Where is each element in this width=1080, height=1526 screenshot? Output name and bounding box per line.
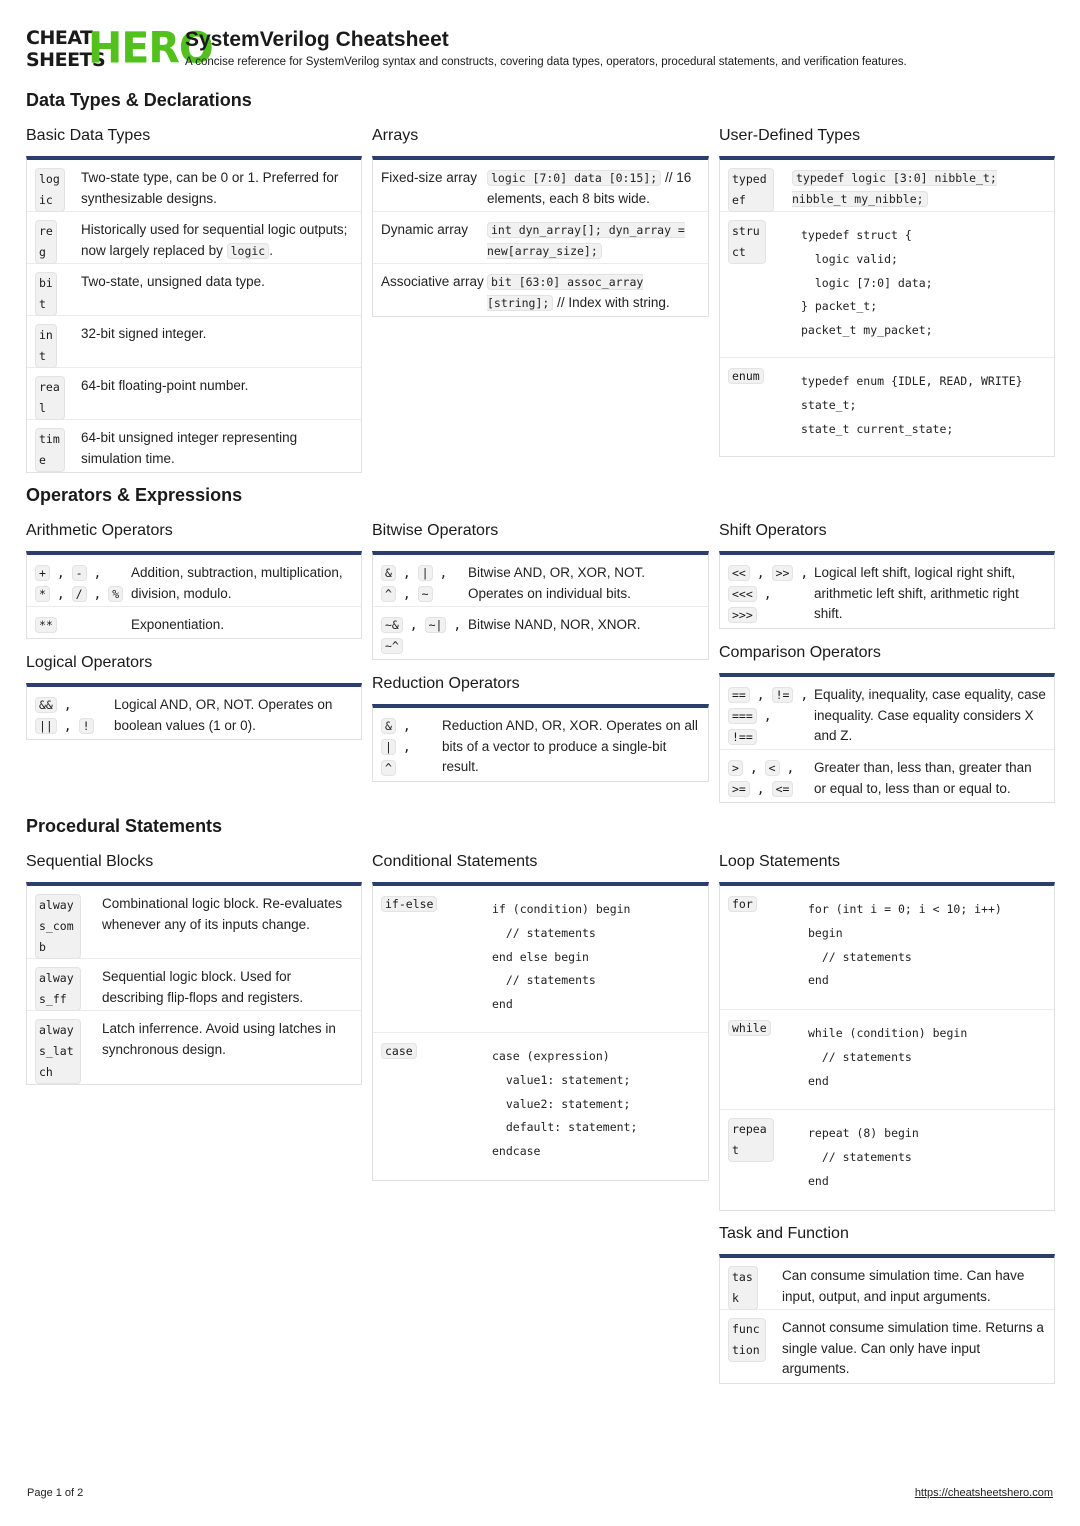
row-desc xyxy=(792,168,1046,204)
row-desc: Cannot consume simulation time. Returns a single value. Can only have input arguments. xyxy=(782,1320,1044,1376)
block-title: Conditional Statements xyxy=(372,853,538,870)
user-defined-types-card xyxy=(719,156,1055,457)
sequential-blocks-card xyxy=(26,882,362,1085)
row-key: typedef xyxy=(728,168,792,204)
bitwise-operators-card xyxy=(372,551,709,660)
table-row xyxy=(720,750,1054,802)
row-desc: Combinational logic block. Re-evaluates whenever any of its inputs change. xyxy=(102,896,343,932)
row-key: reg xyxy=(35,220,81,256)
row-desc: Logical left shift, logical right shift, arithmetic left shift, arithmetic right shift. xyxy=(814,565,1019,621)
table-row xyxy=(720,160,1054,212)
conditional-statements-card xyxy=(372,882,709,1181)
basic-data-types-card xyxy=(26,156,362,473)
logo-hero-text: HERO xyxy=(88,22,213,74)
table-row xyxy=(27,687,361,739)
row-desc: Equality, inequality, case equality, case inequality. Case equality considers X and Z. xyxy=(814,687,1046,743)
table-row xyxy=(373,886,708,1033)
row-key: && , || , ! xyxy=(35,695,114,732)
code-block: case (expression) value1: statement; value2: statement; default: statement; endcase xyxy=(492,1049,638,1159)
shift-operators-card xyxy=(719,551,1055,629)
table-row xyxy=(27,368,361,420)
row-key: logic xyxy=(35,168,81,204)
reduction-operators-block xyxy=(372,673,709,782)
table-row xyxy=(720,1110,1054,1210)
row-desc: 32-bit signed integer. xyxy=(81,326,207,341)
block-title: Logical Operators xyxy=(26,654,153,671)
table-row xyxy=(373,555,708,607)
comparison-operators-card xyxy=(719,673,1055,803)
inline-code: logic xyxy=(227,243,270,259)
row-key: for xyxy=(728,894,808,1002)
row-key: struct xyxy=(728,220,801,350)
loop-statements-card xyxy=(719,882,1055,1211)
block-title: Task and Function xyxy=(719,1225,849,1242)
shift-operators-block xyxy=(719,520,1055,629)
table-row xyxy=(27,886,361,959)
loop-statements-block xyxy=(719,851,1055,1211)
row-desc: Bitwise NAND, NOR, XNOR. xyxy=(468,617,641,632)
row-desc: Can consume simulation time. Can have input, output, and input arguments. xyxy=(782,1268,1025,1304)
row-desc: 64-bit unsigned integer representing simulation time. xyxy=(81,430,298,466)
logical-operators-block xyxy=(26,652,362,740)
row-desc: Exponentiation. xyxy=(131,617,225,632)
row-desc: Bitwise AND, OR, XOR, NOT. Operates on individual bits. xyxy=(468,565,646,601)
table-row xyxy=(373,212,708,264)
row-desc: Two-state type, can be 0 or 1. Preferred for synthesizable designs. xyxy=(81,170,339,206)
row-key: ~& , ~| , ~^ xyxy=(381,615,468,652)
arithmetic-operators-block xyxy=(26,520,362,639)
table-row xyxy=(720,358,1054,456)
row-desc: Historically used for sequential logic outputs; now largely replaced by logic . xyxy=(81,222,348,258)
row-key: Fixed-size array xyxy=(381,170,478,185)
code-block: for (int i = 0; i < 10; i++) begin // statements end xyxy=(808,902,1002,988)
table-row xyxy=(27,1011,361,1084)
row-key: Associative array xyxy=(381,274,484,289)
row-key: bit xyxy=(35,272,81,308)
row-key: int xyxy=(35,324,81,360)
sequential-blocks-block xyxy=(26,851,362,1085)
logical-operators-card xyxy=(26,683,362,740)
basic-data-types-block xyxy=(26,125,362,473)
user-defined-types-block xyxy=(719,125,1055,457)
row-key: always_comb xyxy=(35,894,102,951)
row-key: always_ff xyxy=(35,967,102,1003)
comparison-operators-block xyxy=(719,642,1055,803)
row-key: << , >> , <<< , >>> xyxy=(728,563,814,621)
inline-code: int dyn_array[]; dyn_array = new[array_size]; xyxy=(487,223,685,258)
arithmetic-operators-card xyxy=(26,551,362,639)
row-desc: Greater than, less than, greater than or equal to, less than or equal to. xyxy=(814,760,1032,796)
block-title: Sequential Blocks xyxy=(26,853,154,870)
table-row xyxy=(373,1033,708,1180)
table-row xyxy=(27,212,361,264)
page-subtitle: A concise reference for SystemVerilog syntax and constructs, covering data types, operators, procedural statements, and verification features. xyxy=(185,56,907,68)
bitwise-operators-block xyxy=(372,520,709,660)
code-block: typedef struct { logic valid; logic [7:0] data; } packet_t; packet_t my_packet; xyxy=(801,228,933,338)
page-title: SystemVerilog Cheatsheet xyxy=(185,28,449,51)
table-row xyxy=(373,607,708,659)
reduction-operators-card xyxy=(372,704,709,782)
row-key: enum xyxy=(728,366,801,449)
row-key: time xyxy=(35,428,81,465)
page-header xyxy=(26,22,1056,74)
row-desc: 64-bit floating-point number. xyxy=(81,378,249,393)
inline-code: logic [7:0] data [0:15]; xyxy=(487,170,661,186)
row-desc: logic [7:0] data [0:15]; // 16 elements, each 8 bits wide. xyxy=(487,170,692,206)
row-key: task xyxy=(728,1266,782,1302)
row-desc: Sequential logic block. Used for describing flip-flops and registers. xyxy=(102,969,304,1005)
arrays-card xyxy=(372,156,709,317)
conditional-statements-block xyxy=(372,851,709,1181)
table-row xyxy=(27,420,361,472)
table-row xyxy=(720,1010,1054,1110)
table-row xyxy=(373,708,708,781)
row-key: & , | , ^ xyxy=(381,716,442,774)
block-title: Loop Statements xyxy=(719,853,840,870)
row-key: case xyxy=(381,1041,492,1173)
row-key: > , < , >= , <= xyxy=(728,758,814,795)
block-title: Bitwise Operators xyxy=(372,522,499,539)
table-row xyxy=(27,555,361,607)
row-key: + , - , * , / , % xyxy=(35,563,131,599)
row-key: & , | , ^ , ~ xyxy=(381,563,468,599)
code-block: repeat (8) begin // statements end xyxy=(808,1126,919,1188)
row-key: always_latch xyxy=(35,1019,102,1077)
section-title-procedural: Procedural Statements xyxy=(26,816,223,836)
site-link[interactable]: https://cheatsheetshero.com xyxy=(914,1487,1053,1499)
table-row xyxy=(27,160,361,212)
inline-code: typedef logic [3:0] nibble_t; nibble_t my_nibble; xyxy=(792,171,997,206)
cheatsheetshero-logo[interactable] xyxy=(26,22,213,74)
code-block: typedef enum {IDLE, READ, WRITE} state_t; state_t current_state; xyxy=(801,374,1023,436)
logo-sheets-text: SHEETS xyxy=(26,49,106,71)
section-title-operators: Operators & Expressions xyxy=(26,485,243,505)
block-title: Basic Data Types xyxy=(26,127,151,144)
task-function-block xyxy=(719,1223,1055,1384)
inline-code: bit [63:0] assoc_array [string]; xyxy=(487,275,644,310)
row-key: ** xyxy=(35,615,131,631)
row-desc: Two-state, unsigned data type. xyxy=(81,274,265,289)
row-desc: Latch inferrence. Avoid using latches in synchronous design. xyxy=(102,1021,336,1057)
code-block: while (condition) begin // statements end xyxy=(808,1026,968,1088)
block-title: Comparison Operators xyxy=(719,644,881,661)
page-number: Page 1 of 2 xyxy=(27,1487,84,1499)
row-desc: bit [63:0] assoc_array [string]; // Index with string. xyxy=(487,275,670,310)
table-row xyxy=(720,1258,1054,1310)
row-key: while xyxy=(728,1018,808,1102)
table-row xyxy=(373,264,708,316)
row-key: Dynamic array xyxy=(381,222,469,237)
row-desc xyxy=(487,220,700,256)
arrays-block xyxy=(372,125,709,317)
row-key: if-else xyxy=(381,894,492,1025)
row-key: == , != , === , !== xyxy=(728,685,814,742)
row-key: function xyxy=(728,1318,782,1376)
table-row xyxy=(720,212,1054,358)
table-row xyxy=(720,886,1054,1010)
table-row xyxy=(27,607,361,638)
block-title: Reduction Operators xyxy=(372,675,520,692)
section-title-data-types: Data Types & Declarations xyxy=(26,90,252,110)
row-desc: Addition, subtraction, multiplication, division, modulo. xyxy=(131,565,343,601)
table-row xyxy=(27,959,361,1011)
table-row xyxy=(27,264,361,316)
block-title: User-Defined Types xyxy=(719,127,861,144)
block-title: Shift Operators xyxy=(719,522,827,539)
task-function-card xyxy=(719,1254,1055,1384)
table-row xyxy=(720,1310,1054,1383)
row-key: repeat xyxy=(728,1118,808,1203)
code-block: if (condition) begin // statements end else begin // statements end xyxy=(492,902,631,1012)
row-desc: Reduction AND, OR, XOR. Operates on all bits of a vector to produce a single-bit result. xyxy=(442,718,698,774)
table-row xyxy=(27,316,361,368)
logo-cheat-text: CHEAT xyxy=(26,27,93,49)
table-row xyxy=(720,555,1054,628)
table-row xyxy=(720,677,1054,750)
block-title: Arrays xyxy=(372,127,419,144)
row-key: real xyxy=(35,376,81,412)
block-title: Arithmetic Operators xyxy=(26,522,173,539)
table-row xyxy=(373,160,708,212)
row-desc: Logical AND, OR, NOT. Operates on boolean values (1 or 0). xyxy=(114,697,333,733)
